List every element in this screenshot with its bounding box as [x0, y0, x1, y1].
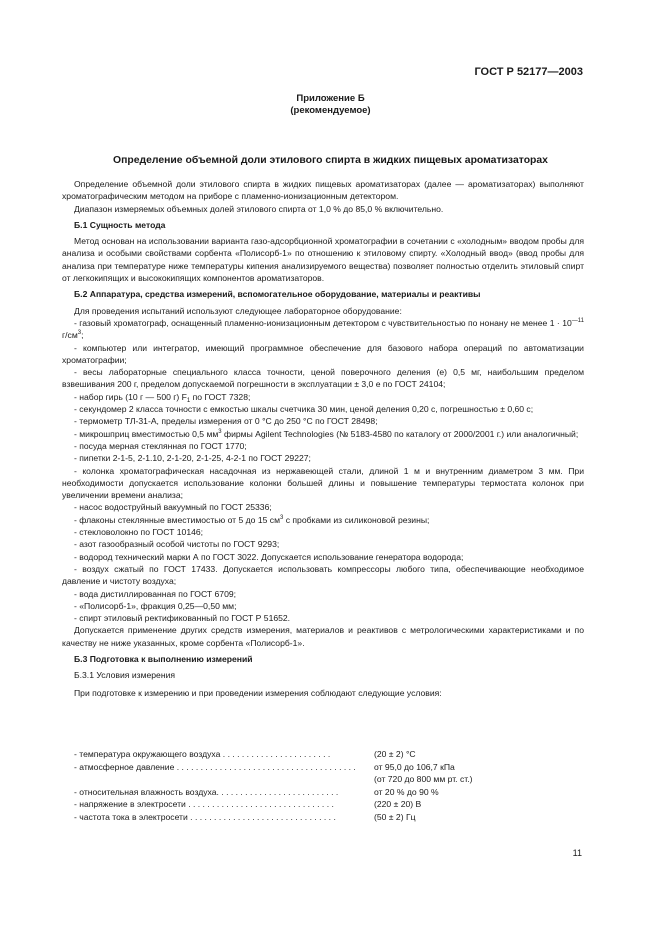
list-item	[62, 428, 584, 440]
intro-paragraph-1: Определение объемной доли этилового спирта в жидких пищевых ароматизаторах (далее — ароматизаторах) выполняют хроматографическим методом на приборе с пламенно-ионизационным детектором.	[62, 179, 584, 202]
condition-row	[74, 761, 473, 774]
condition-row	[74, 811, 473, 824]
standard-number: ГОСТ Р 52177—2003	[474, 66, 583, 78]
list-item: - пипетки 2-1-5, 2-1.10, 2-1-20, 2-1-25, 4-2-1 по ГОСТ 29227;	[74, 453, 311, 464]
condition-value: (20 ± 2) °С	[374, 749, 416, 759]
list-item: - спирт этиловый ректификованный по ГОСТ Р 51652.	[74, 613, 291, 624]
section-b3-lead: При подготовке к измерению и при проведении измерения соблюдают следующие условия:	[74, 687, 442, 698]
condition-row	[74, 786, 473, 799]
punct: ;	[81, 330, 84, 341]
condition-label: - частота тока в электросети . . . . . . . . . . . . . . . . . . . . . . . . . . . . . . .	[74, 811, 336, 822]
list-item: - термометр ТЛ-31-А, пределы измерения от 0 °С до 250 °С по ГОСТ 28498;	[74, 416, 378, 427]
list-item: - весы лабораторные специального класса точности, ценой поверочного деления (е) 0,5 мг, наибольшим пределом взвешивания 200 г, пределом допускаемой погрешности в эксплуатации ± 3,0 е по ГОСТ 24104;	[62, 367, 584, 390]
annex-status: (рекомендуемое)	[290, 105, 371, 116]
intro-paragraph-2: Диапазон измеряемых объемных долей этилового спирта от 1,0 % до 85,0 % включительно.	[74, 203, 444, 214]
list-item: - стекловолокно по ГОСТ 10146;	[74, 527, 204, 538]
condition-value: от 20 % до 90 %	[374, 786, 439, 797]
subscript: 1	[186, 397, 191, 404]
list-item: - посуда мерная стеклянная по ГОСТ 1770;	[74, 440, 247, 451]
exponent: —11	[571, 317, 584, 324]
list-item	[62, 391, 584, 403]
condition-value: (50 ± 2) Гц	[374, 811, 416, 822]
condition-value: (220 ± 20) В	[374, 799, 422, 810]
condition-value: от 95,0 до 106,7 кПа	[374, 761, 455, 772]
section-b2-tail: Допускается применение других средств измерения, материалов и реактивов с метрологическими характеристиками и по качеству не ниже указанных, кроме сорбента «Полисорб-1».	[62, 625, 584, 648]
list-item: - секундомер 2 класса точности с емкостью шкалы счетчика 30 мин, ценой деления 0,20 с, погрешностью ± 0,60 с;	[74, 404, 534, 415]
list-item: - вода дистиллированная по ГОСТ 6709;	[74, 588, 237, 599]
list-item: - «Полисорб-1», фракция 0,25—0,50 мм;	[74, 600, 237, 611]
list-item: - водород технический марки А по ГОСТ 3022. Допускается использование генератора водорода;	[74, 551, 464, 562]
body-text	[62, 178, 584, 699]
section-b3-heading: Б.3 Подготовка к выполнению измерений	[74, 653, 253, 664]
annex-label: Приложение Б	[296, 93, 365, 104]
list-item-text: с пробками из силиконовой резины;	[283, 514, 430, 525]
list-item-text: - газовый хроматограф, оснащенный пламенно-ионизационным детектором с чувствительностью по нонану не менее 1 · 10	[74, 317, 572, 328]
list-item-text: - набор гирь (10 г — 500 г) F	[74, 391, 187, 402]
section-b2-lead: Для проведения испытаний используют следующее лабораторное оборудование:	[74, 305, 402, 316]
list-item-text: - флаконы стеклянные вместимостью от 5 до 15 см	[74, 514, 280, 525]
condition-row	[74, 773, 473, 786]
condition-label: - относительная влажность воздуха. . . . . . . . . . . . . . . . . . . . . . . . . .	[74, 786, 339, 797]
list-item: - колонка хроматографическая насадочная из нержавеющей стали, длиной 1 м и внутренним диаметром 3 мм. При необходимости допускается использование колонки большей длины и повышение температуры термостата колонок при увеличении времени анализа;	[62, 465, 584, 501]
condition-row	[74, 748, 473, 761]
section-b1-heading: Б.1 Сущность метода	[74, 219, 166, 230]
list-item	[62, 514, 584, 526]
list-item-text: - микрошприц вместимостью 0,5 мм	[74, 428, 219, 439]
exponent: 3	[77, 330, 82, 337]
list-item: - воздух сжатый по ГОСТ 17433. Допускается использовать компрессоры любого типа, обеспечивающие необходимое давление и чистоту воздуха;	[62, 563, 584, 587]
conditions-list	[74, 748, 473, 824]
exponent: 3	[279, 514, 284, 521]
section-b2-heading: Б.2 Аппаратура, средства измерений, вспомогательное оборудование, материалы и реактивы	[74, 289, 481, 300]
condition-value-alt: (от 720 до 800 мм рт. ст.)	[374, 774, 473, 785]
list-item-text: фирмы Agilent Technologies (№ 5183-4580 по каталогу от 2000/2001 г.) или аналогичный;	[221, 428, 579, 439]
page-number: 11	[572, 848, 582, 858]
list-item	[62, 317, 584, 342]
condition-label: - температура окружающего воздуха . . . . . . . . . . . . . . . . . . . . . . .	[74, 749, 331, 759]
exponent: 3	[218, 428, 222, 435]
condition-label: - атмосферное давление . . . . . . . . . . . . . . . . . . . . . . . . . . . . . . . . . . . . . .	[74, 761, 356, 772]
list-item: - компьютер или интегратор, имеющий программное обеспечение для базового набора операций по автоматизации хроматографии;	[62, 342, 584, 365]
page-title: Определение объемной доли этилового спирта в жидких пищевых ароматизаторах	[113, 155, 548, 166]
unit: г/см	[62, 330, 78, 341]
list-item: - насос водоструйный вакуумный по ГОСТ 25336;	[74, 502, 272, 513]
condition-label: - напряжение в электросети . . . . . . . . . . . . . . . . . . . . . . . . . . . . . . .	[74, 799, 334, 810]
condition-row	[74, 798, 473, 811]
subsection-b31-heading: Б.3.1 Условия измерения	[74, 670, 176, 681]
list-item-text: по ГОСТ 7328;	[190, 391, 251, 402]
section-b1-text: Метод основан на использовании варианта газо-адсорбционной хроматографии в сочетании с «холодным» вводом пробы для анализа и особыми свойствами сорбента «Полисорб-1» по отношению к этиловому спирту. «Холодный ввод» (ввод пробы для анализа при температуре ниже температуры кипения анализируемого вещества) позволяет полностью отделить этиловый спирт от легкокипящих и высококипящих компонентов ароматизаторов.	[62, 236, 584, 284]
list-item: - азот газообразный особой чистоты по ГОСТ 9293;	[74, 539, 280, 550]
